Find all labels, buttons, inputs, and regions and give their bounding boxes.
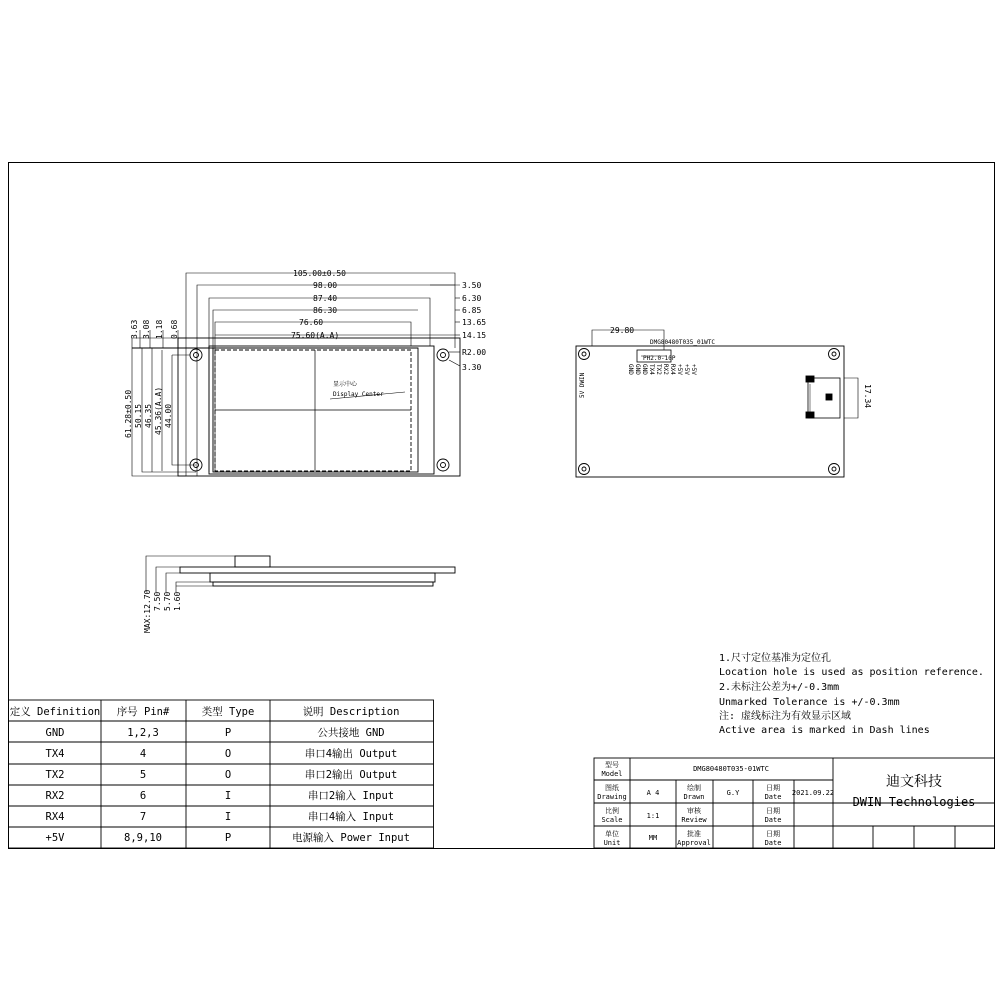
dim-side-3: 5.70	[163, 591, 172, 611]
note-line-6: Active area is marked in Dash lines	[719, 725, 930, 736]
drawing-frame	[9, 163, 995, 849]
dim-width-105: 105.00±0.50	[293, 269, 346, 278]
header-pin: 序号 Pin#	[116, 706, 170, 718]
dim-side-4: 1.60	[173, 591, 182, 611]
pin-label-9: +5V	[683, 364, 690, 375]
table-cell: TX2	[45, 769, 65, 781]
pin-label-6: RX2	[662, 364, 669, 375]
notes	[719, 651, 984, 736]
table-cell: O	[224, 748, 232, 760]
header-type: 类型 Type	[201, 706, 255, 718]
tb-scale-label-cn: 比例	[605, 807, 619, 815]
table-cell: P	[224, 832, 232, 844]
table-cell: 串口2输入 Input	[307, 790, 395, 802]
pin-label-4: TX4	[648, 364, 655, 375]
note-line-2: Location hole is used as position reference.	[719, 667, 984, 678]
tb-date-label-cn: 日期	[766, 784, 780, 792]
note-line-1: 1.尺寸定位基准为定位孔	[719, 653, 832, 664]
pin-label-3: GND	[641, 364, 648, 375]
back-mount-hole	[579, 349, 590, 360]
display-center-cn: 显示中心	[333, 381, 358, 388]
dim-right-5: 14.15	[462, 331, 487, 340]
company-name-en: DWIN Technologies	[852, 795, 976, 809]
table-cell: RX2	[45, 790, 65, 802]
table-cell: 5	[139, 769, 147, 781]
dim-width-76: 76.60	[299, 318, 324, 327]
tb-drawing-label-en: Drawing	[597, 793, 627, 801]
table-cell: I	[224, 790, 232, 802]
table-cell: 电源输入 Power Input	[292, 832, 410, 844]
tb-drawn-label-cn: 绘制	[687, 784, 701, 792]
dim-right-4: 13.65	[462, 318, 487, 327]
tb-date3-label-en: Date	[764, 839, 782, 847]
header-definition: 定义 Definition	[9, 706, 101, 718]
tb-date-label-en: Date	[764, 793, 782, 801]
dim-usb-height: 17.34	[863, 384, 872, 409]
pin-label-7: RX4	[669, 364, 676, 375]
tb-date2-label-en: Date	[764, 816, 782, 824]
dim-connector-offset: 29.80	[610, 326, 635, 335]
back-mount-hole	[579, 464, 590, 475]
tb-drawn-label-en: Drawn	[683, 793, 705, 801]
pin-label-10: +5V	[690, 364, 697, 375]
side-view-labels	[143, 589, 182, 633]
table-cell: 4	[139, 748, 147, 760]
note-line-4: Unmarked Tolerance is +/-0.3mm	[719, 697, 900, 708]
header-description: 说明 Description	[302, 706, 400, 718]
table-cell: GND	[45, 727, 65, 739]
tb-model-label-en: Model	[601, 770, 623, 778]
dim-height-46: 46.35	[144, 403, 153, 428]
tb-date-value: 2021.09.22	[791, 789, 835, 797]
mount-hole	[437, 349, 449, 361]
table-cell: O	[224, 769, 232, 781]
back-model-label: DMG80480T035_01WTC	[650, 339, 716, 346]
company-name-cn: 迪文科技	[886, 774, 942, 790]
side-glass	[213, 582, 433, 586]
tb-review-label-cn: 审核	[687, 807, 701, 815]
table-cell: +5V	[45, 832, 65, 844]
dim-side-2: 7.50	[153, 591, 162, 611]
pin-label-8: +5V	[676, 364, 683, 375]
table-cell: 串口2输出 Output	[304, 769, 398, 781]
dim-max-thickness: MAX:12.70	[143, 589, 152, 633]
tb-date2-label-cn: 日期	[766, 807, 780, 815]
dim-height-44: 44.00	[164, 403, 173, 428]
tb-drawn-value: G.Y	[726, 789, 740, 797]
pin-label-1: GND	[627, 364, 634, 375]
tb-unit-label-cn: 单位	[605, 830, 619, 838]
dim-width-98: 98.00	[313, 281, 338, 290]
active-area	[215, 350, 411, 471]
pin-label-2: GND	[634, 364, 641, 375]
connector-label: PH2.0-10P	[643, 355, 676, 362]
side-component	[235, 556, 270, 567]
tb-review-label-en: Review	[681, 816, 707, 824]
dim-hole-offset: 3.30	[462, 363, 482, 372]
back-outline	[576, 346, 844, 477]
dim-topleft-2: 3.08	[142, 319, 151, 339]
dim-width-aa: 75.60(A.A)	[291, 331, 340, 340]
tb-scale-label-en: Scale	[601, 816, 623, 824]
display-center-en: Display Center	[333, 391, 384, 398]
title-block	[594, 758, 995, 848]
dim-topleft-4: 0.68	[170, 319, 179, 339]
tb-unit-value: MM	[648, 834, 658, 842]
table-cell: 公共接地 GND	[317, 727, 385, 739]
tb-drawing-value: A 4	[646, 789, 660, 797]
dim-right-1: 3.50	[462, 281, 482, 290]
tb-date3-label-cn: 日期	[766, 830, 780, 838]
table-cell: P	[224, 727, 232, 739]
table-cell: 1,2,3	[127, 727, 159, 739]
back-mount-hole	[829, 349, 840, 360]
dim-height-aa: 45.36(A.A)	[154, 386, 163, 435]
side-pcb	[180, 567, 455, 573]
side-lcd	[210, 573, 435, 582]
pin-label-5: TX2	[655, 364, 662, 375]
mount-hole	[190, 349, 202, 361]
dim-right-3: 6.85	[462, 306, 482, 315]
table-cell: 串口4输出 Output	[304, 748, 398, 760]
front-view	[132, 273, 460, 476]
table-cell: 串口4输入 Input	[307, 811, 395, 823]
tb-model-value: DMG80480T035-01WTC	[693, 765, 769, 773]
table-cell: I	[224, 811, 232, 823]
tb-approval-label-en: Approval	[677, 839, 711, 847]
tb-approval-label-cn: 批准	[687, 830, 701, 838]
mount-hole	[437, 459, 449, 471]
table-cell: TX4	[45, 748, 65, 760]
pin-table	[9, 700, 434, 848]
tb-scale-value: 1:1	[646, 812, 660, 820]
dim-width-87: 87.40	[313, 294, 338, 303]
back-mount-hole	[829, 464, 840, 475]
note-line-5: 注: 虚线标注为有效显示区域	[719, 711, 852, 722]
note-line-3: 2.未标注公差为+/-0.3mm	[719, 682, 840, 693]
table-cell: 6	[139, 790, 147, 802]
back-view	[576, 330, 858, 477]
dim-height-50: 50.15	[134, 403, 143, 428]
dim-topleft-3: 1.18	[155, 319, 164, 339]
dim-topleft-1: 3.63	[130, 319, 139, 339]
tb-model-label-cn: 型号	[605, 761, 619, 769]
tb-drawing-label-cn: 图纸	[605, 784, 619, 792]
tb-unit-label-en: Unit	[603, 839, 621, 847]
table-cell: 8,9,10	[124, 832, 162, 844]
dim-hole-radius: R2.00	[462, 348, 487, 357]
table-cell: RX4	[45, 811, 65, 823]
side-mark: 5V DWIN	[579, 372, 586, 398]
dim-right-2: 6.30	[462, 294, 482, 303]
table-cell: 7	[139, 811, 147, 823]
dim-width-86: 86.30	[313, 306, 338, 315]
dim-height-61: 61.28±0.50	[124, 389, 133, 438]
side-view	[146, 556, 455, 592]
